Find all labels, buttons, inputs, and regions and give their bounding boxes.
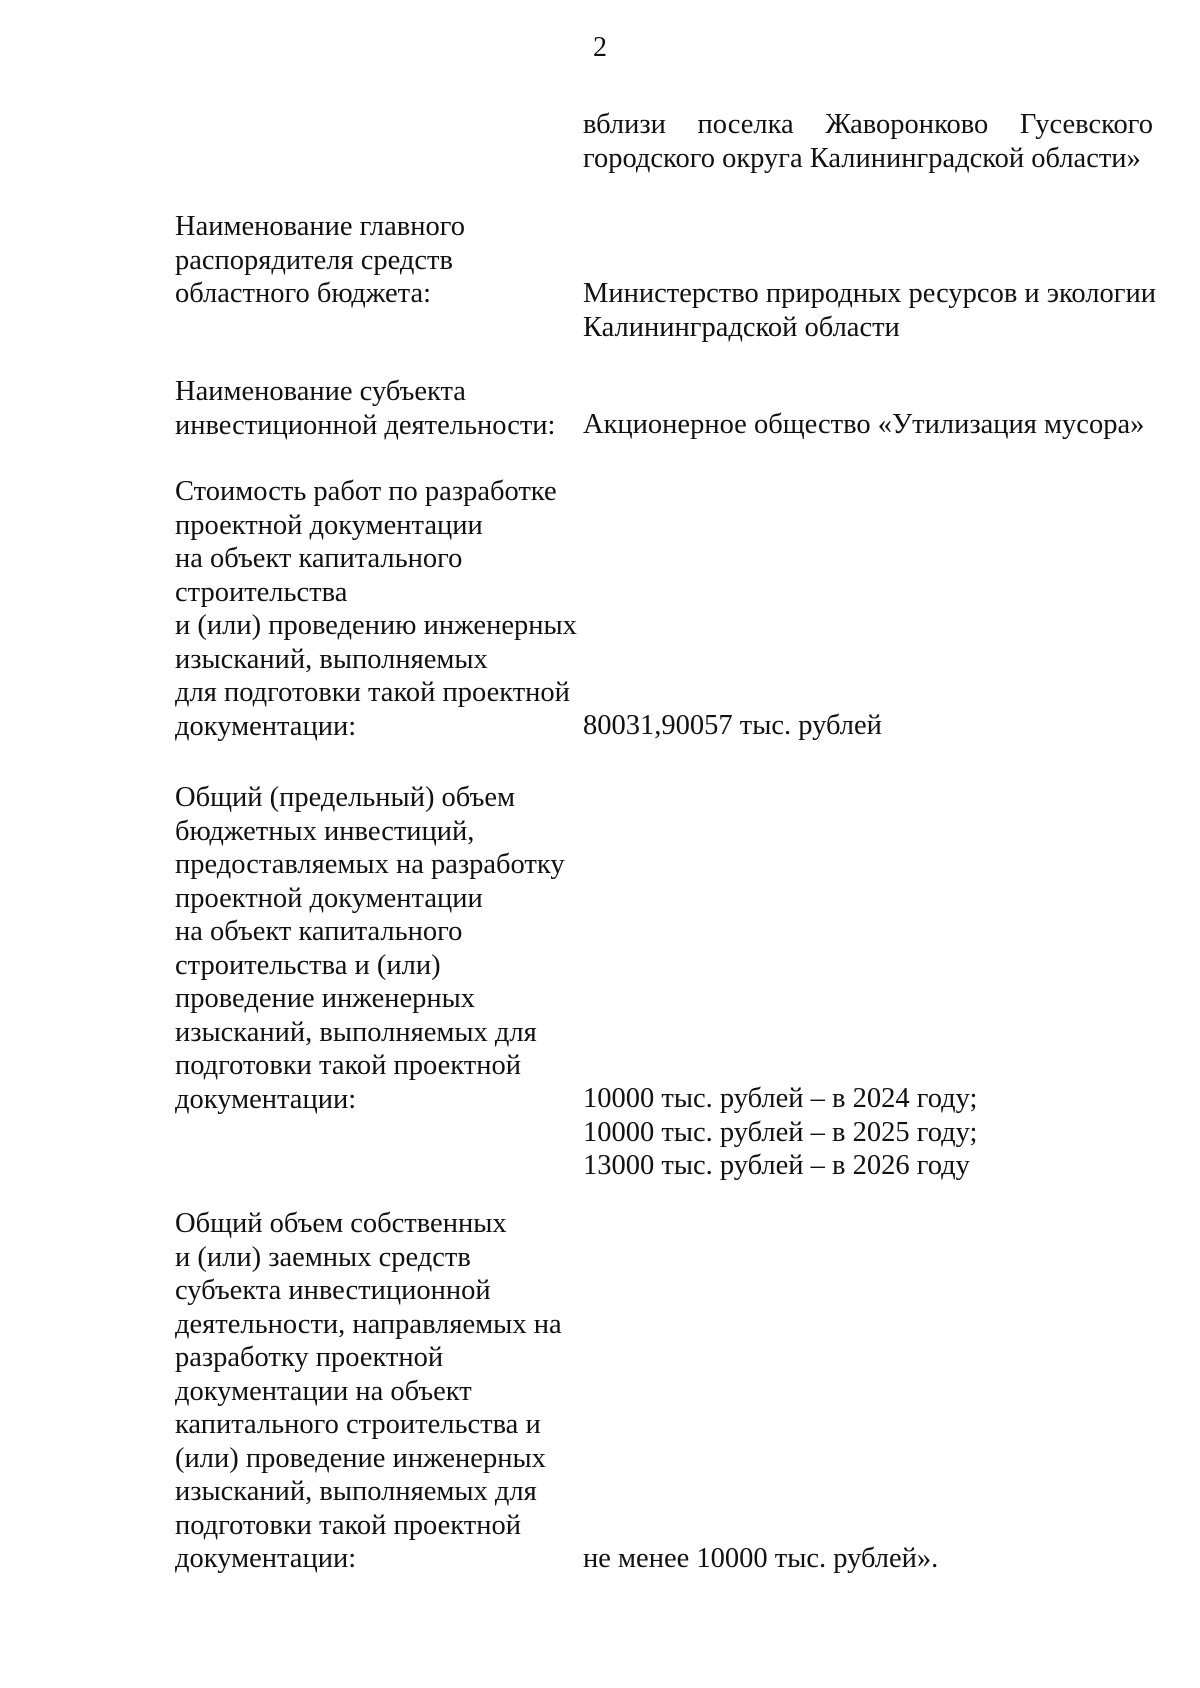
label-line: документации: [175,1083,357,1115]
label-line: разработку проектной [175,1342,444,1373]
label-line: проведение инженерных [175,983,476,1014]
value-line: Министерство природных ресурсов и экологии [583,278,1156,309]
budget-administrator-label [175,210,595,311]
value-line: Акционерное общество «Утилизация мусора» [583,409,1145,440]
label-line: для подготовки такой проектной [175,677,570,708]
label-line: Общий (предельный) объем [175,782,516,813]
label-line: бюджетных инвестиций, [175,815,475,847]
label-line: документации: [175,710,357,742]
label-line: (или) проведение инженерных [175,1442,546,1474]
label-line: предоставляемых на разработку [175,849,565,880]
value-line: 10000 тыс. рублей – в 2025 году; [583,1116,978,1148]
works-cost-label [175,475,595,743]
label-line: проектной документации [175,882,483,914]
label-line: подготовки такой проектной [175,1050,521,1081]
label-line: документации на объект [175,1375,472,1407]
page-number: 2 [593,32,607,63]
label-line: изысканий, выполняемых для [175,1016,537,1048]
budget-administrator-value [583,277,1183,344]
investment-subject-label [175,375,595,442]
value-line: Калининградской области [583,311,900,343]
continuation-line-1: вблизи поселка Жаворонково Гусевского [583,109,1153,140]
value-line: 80031,90057 тыс. рублей [583,710,882,741]
budget-investments-value [583,1082,1183,1183]
label-line: областного бюджета: [175,278,432,309]
label-line: проектной документации [175,509,483,541]
value-line: 10000 тыс. рублей – в 2024 году; [583,1083,978,1114]
label-line: инвестиционной деятельности: [175,409,556,441]
works-cost-value [583,709,1183,743]
value-line: 13000 тыс. рублей – в 2026 году [583,1150,970,1181]
label-line: подготовки такой проектной [175,1509,521,1541]
label-line: капитального строительства и [175,1409,541,1440]
label-line: распорядителя средств [175,244,453,276]
label-line: Стоимость работ по разработке [175,476,557,507]
value-line: не менее 10000 тыс. рублей». [583,1543,939,1574]
label-line: на объект капитального [175,916,463,947]
label-line: субъекта инвестиционной [175,1275,491,1306]
label-line: и (или) проведению инженерных [175,610,577,641]
object-name-continuation [583,108,1153,175]
label-line: строительства и (или) [175,949,441,981]
own-funds-label [175,1207,595,1576]
label-line: документации: [175,1543,357,1574]
label-line: изысканий, выполняемых [175,643,488,675]
budget-investments-label [175,781,595,1116]
label-line: изысканий, выполняемых для [175,1476,537,1507]
label-line: Наименование главного [175,211,465,242]
label-line: Общий объем собственных [175,1208,507,1239]
own-funds-value [583,1542,1183,1576]
continuation-line-2: городского округа Калининградской области» [583,142,1141,174]
label-line: Наименование субъекта [175,376,466,407]
label-line: деятельности, направляемых на [175,1308,562,1340]
label-line: на объект капитального [175,543,463,574]
investment-subject-value [583,408,1183,442]
label-line: строительства [175,576,348,608]
label-line: и (или) заемных средств [175,1241,471,1273]
